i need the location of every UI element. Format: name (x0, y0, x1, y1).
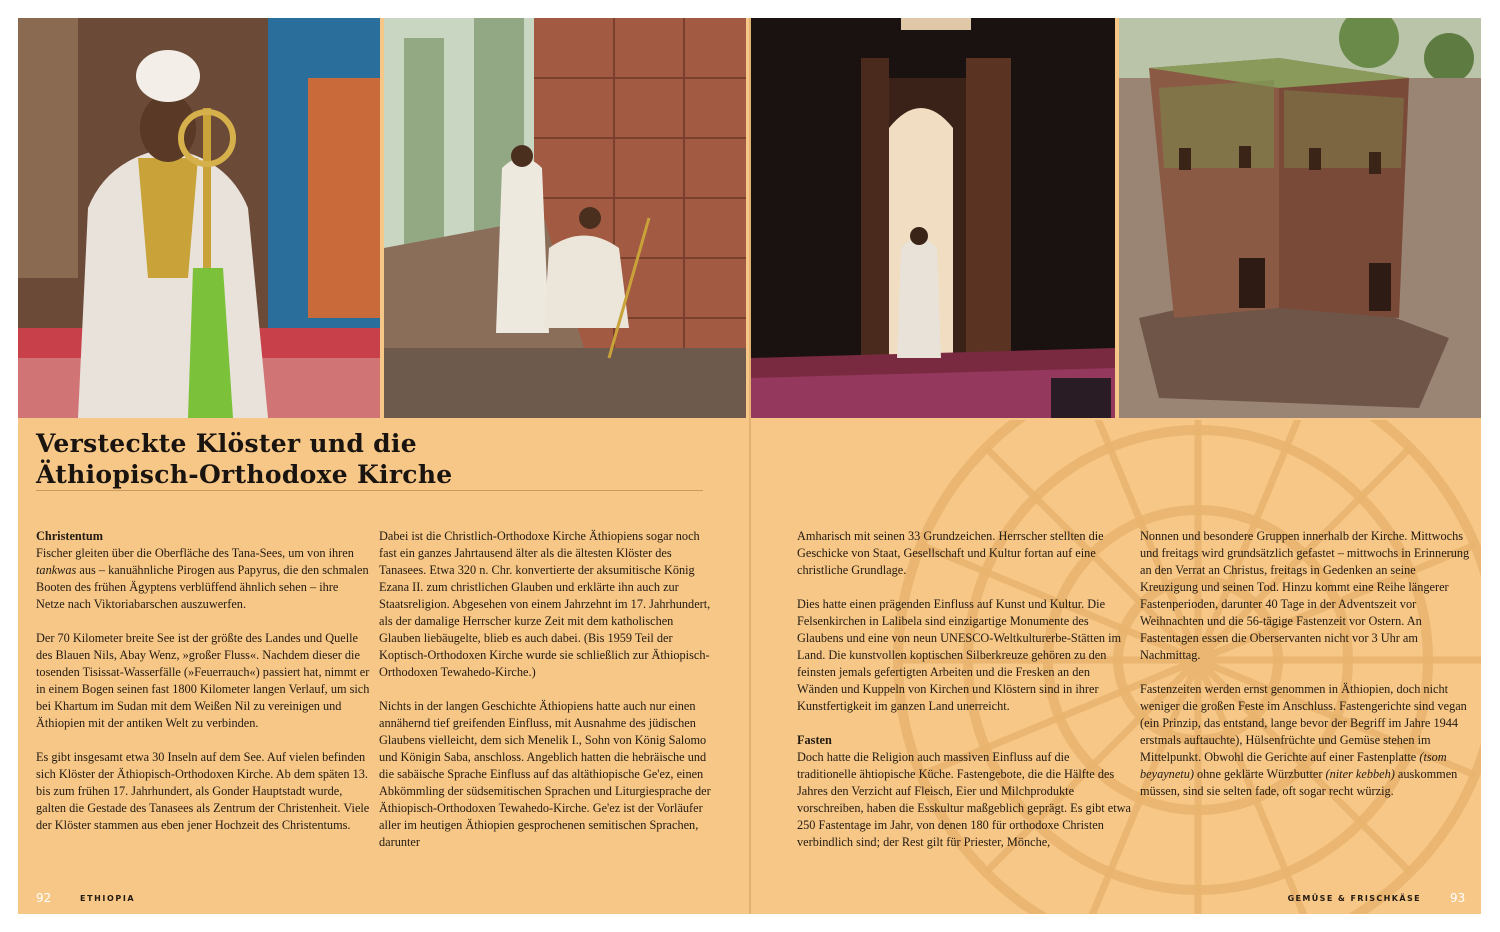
paragraph (1140, 681, 1474, 800)
text-column-4 (1140, 528, 1474, 817)
text-column-2 (379, 528, 713, 868)
text-run: ohne geklärte Würzbutter (1193, 767, 1326, 781)
text-run: Fastenzeiten werden ernst genommen in Äthiopien, doch nicht weniger die großen Feste im Anschluss. Fastengerichte sind vegan (ein Prinzip, das entstand, lange bevor der Begriff im Jahre 1944 erstmals auftauchte), Hülsenfrüchte und Gemüse stehen im Mittelpunkt. Obwohl die Gerichte auf einer Fastenplatte (1140, 682, 1467, 764)
paragraph (36, 528, 370, 613)
text-run: Fischer gleiten über die Oberfläche des Tana-Sees, um von ihren (36, 546, 354, 560)
photo-rock-hewn-church (1119, 18, 1481, 418)
text-column-3 (797, 528, 1131, 868)
paragraph: Dabei ist die Christlich-Orthodoxe Kirche Äthiopiens sogar noch fast ein ganzes Jahrtausend älter als die ältesten Klöster des Tanasees. Etwa 320 n. Chr. konvertierte der aksumitische König Ezana II. zum christlichen Glauben und erklärte ihn auch zur Staatsreligion. Abgesehen von einem Jahrzehnt im 17. Jahrhundert, als der damalige Herrscher kurze Zeit mit dem katholischen Glauben liebäugelte, blieb es auch dabei. (Bis 1959 Teil der Koptisch-Orthodoxen Kirche wurde sie schließlich zur Äthiopisch-Orthodoxen Tewahedo-Kirche.) (379, 529, 711, 679)
section-heading-christentum: Christentum (36, 529, 103, 543)
paragraph: Nonnen und besondere Gruppen innerhalb der Kirche. Mittwochs und freitags wird grundsätzlich gefastet – mittwochs in Erinnerung an den Verrat an Christus, freitags in Gedenken an seine Kreuzigung und seinen Tod. Hinzu kommt eine Reihe längerer Fastenperioden, darunter 40 Tage in der Adventszeit vor Weihnachten und die 56-tägige Fastenzeit vor Ostern. An Fastentagen essen die Oberservanten nicht vor 3 Uhr am Nachmittag. (1140, 529, 1470, 662)
section-heading-fasten: Fasten (797, 733, 832, 747)
text-run: aus – kanuähnliche Pirogen aus Papyrus, die den schmalen Booten des frühen Ägyptens verblüffend ähnlich sehen – ihre Netze nach Viktoriabarschen auszuwerfen. (36, 563, 369, 611)
paragraph (797, 732, 1131, 851)
photo-priest-with-cross (18, 18, 380, 418)
article-title (36, 428, 736, 490)
text-column-1 (36, 528, 370, 851)
photo-figure-in-doorway (751, 18, 1115, 418)
paragraph: Der 70 Kilometer breite See ist der größte des Landes und Quelle des Blauen Nils, Abay Wenz, »großer Fluss«. Nachdem dieser die tosenden Tisissat-Wasserfälle (»Feuerrauch«) passiert hat, nimmt er in einem Bogen seinen fast 1800 Kilometer langen Verlauf, um sich bei Khartum im Sudan mit dem Weißen Nil zu vereinigen und Äthiopien mit der antiken Welt zu verbinden. (36, 631, 370, 730)
text-run: auskommen müssen, sind sie selten fade, oft sogar recht würzig. (1140, 767, 1458, 798)
paragraph: Nichts in der langen Geschichte Äthiopiens hatte auch nur einen annähernd tief greifenden Einfluss, mit Ausnahme des jüdischen Glaubens vielleicht, dem sich Menelik I., Sohn von König Salomo und Königin Saba, anschloss. Angeblich hatten die hebräische und die sabäische Sprache Einfluss auf das altäthiopische Ge'ez, einen Abkömmling der südsemitischen Sprachen und Liturgiesprache der Äthiopisch-Orthodoxen Tewahedo-Kirche. Ge'ez ist der Vorläufer aller im heutigen Äthiopien gesprochenen semitischen Sprachen, darunter (379, 699, 711, 849)
italic-term: (tsom beyaynetu) (1140, 750, 1447, 781)
photo-monks-at-stone-church (384, 18, 746, 418)
title-line-1: Versteckte Klöster und die (36, 429, 417, 458)
page-gutter (749, 18, 751, 914)
magazine-spread (18, 18, 1481, 914)
title-line-2: Äthiopisch-Orthodoxe Kirche (36, 460, 453, 489)
italic-term: tankwas (36, 563, 77, 577)
section-label-left: ETHIOPIA (80, 894, 136, 903)
page-number-left: 92 (36, 891, 52, 905)
title-rule (36, 490, 703, 491)
text-run: Doch hatte die Religion auch massiven Einfluss auf die traditionelle ähtiopische Küche. Fastengebote, die die Hälfte des Jahres den Verzicht auf Fleisch, Eier und Milchprodukte vorschreiben, haben die Esskultur maßgeblich geprägt. Es gibt etwa 250 Fastentage im Jahr, von denen 180 für orthodoxe Christen verbindlich sind; der Rest gilt für Priester, Mönche, (797, 750, 1131, 849)
paragraph: Dies hatte einen prägenden Einfluss auf Kunst und Kultur. Die Felsenkirchen in Lalibela sind einzigartige Monumente des Glaubens und eine von neun UNESCO-Weltkulturerbe-Stätten im Land. Die kunstvollen koptischen Silberkreuze gehören zu den feinsten jemals gefertigten Arbeiten und die Fresken an den Wänden und Kuppeln von Kirchen und Klöstern sind in ihrer Kunstfertigkeit im ganzen Land unerreicht. (797, 597, 1122, 713)
italic-term: (niter kebbeh) (1325, 767, 1395, 781)
paragraph: Amharisch mit seinen 33 Grundzeichen. Herrscher stellten die Geschicke von Staat, Gesellschaft und Kultur fortan auf eine christliche Grundlage. (797, 529, 1104, 577)
page-number-right: 93 (1450, 891, 1466, 905)
section-label-right: GEMÜSE & FRISCHKÄSE (1287, 894, 1421, 903)
paragraph: Es gibt insgesamt etwa 30 Inseln auf dem See. Auf vielen befinden sich Klöster der Äthiopisch-Orthodoxen Kirche. Ab dem späten 13. bis zum frühen 17. Jahrhundert, als Gonder Hauptstadt wurde, galten die Gestade des Tanasees als Zentrum der Christenheit. Viele der Klöster stammen aus eben jener Hochzeit des Christentums. (36, 750, 370, 832)
